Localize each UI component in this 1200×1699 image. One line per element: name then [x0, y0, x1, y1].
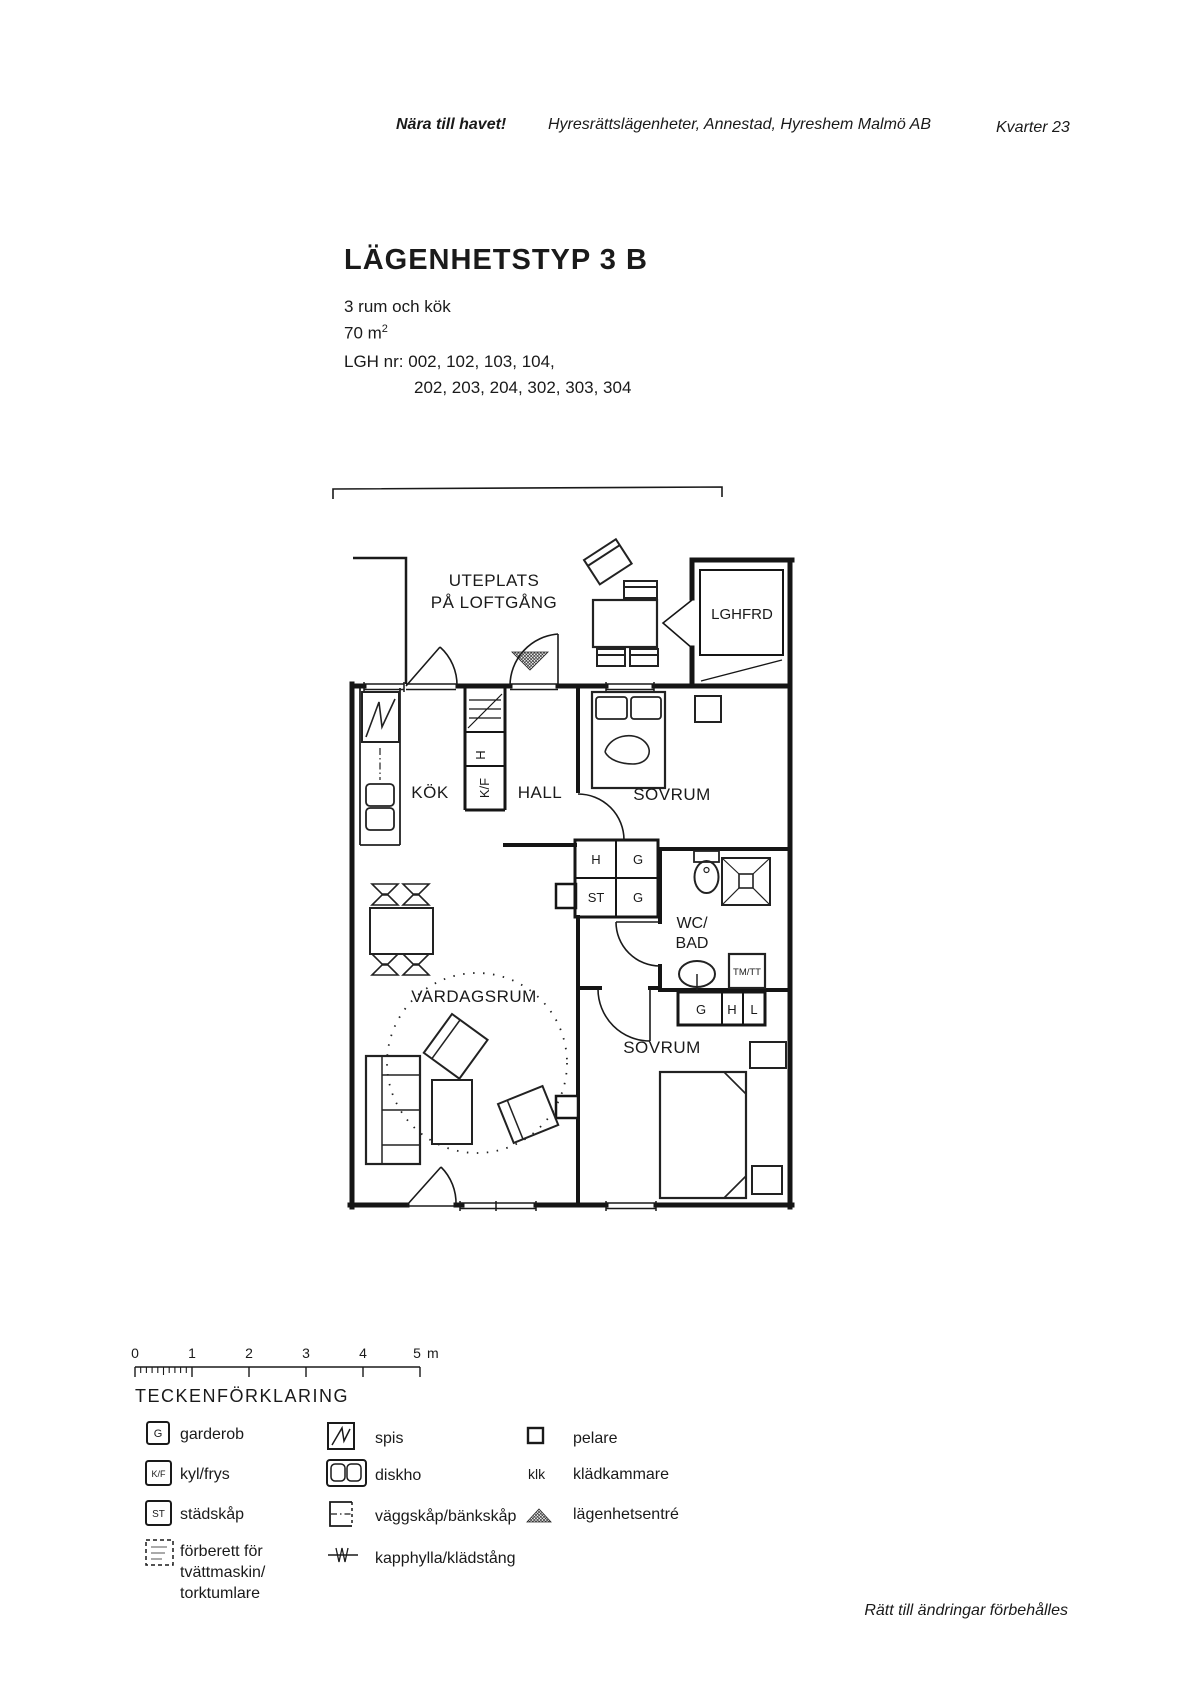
nightstand-bottom-2 — [752, 1166, 782, 1194]
label-sovrum-top: SOVRUM — [633, 785, 711, 804]
scale-0: 0 — [131, 1345, 139, 1361]
label-vardagsrum: VARDAGSRUM — [411, 987, 537, 1006]
stadskap-symbol-letter: ST — [152, 1509, 165, 1520]
legend-diskho: diskho — [375, 1467, 422, 1484]
footer-note: Rätt till ändringar förbehålles — [864, 1602, 1068, 1619]
legend-forberett-1: förberett för — [180, 1543, 263, 1560]
header-title: Hyresrättslägenheter, Annestad, Hyreshem Malmö AB — [548, 116, 931, 133]
label-hall: HALL — [517, 783, 563, 802]
dining-table — [370, 908, 433, 954]
label-wc-1: WC/ — [676, 915, 708, 932]
lghfrd-room — [663, 570, 783, 681]
legend-forberett — [180, 1541, 265, 1604]
wall-notches — [556, 884, 578, 1118]
legend-kylfrys: kyl/frys — [180, 1466, 230, 1483]
scale-5: 5 — [413, 1345, 421, 1361]
nightstand-bottom-1 — [750, 1042, 786, 1068]
uteplats-furniture — [584, 539, 658, 666]
wardrobe-g2-label: G — [632, 890, 644, 905]
nightstand-top — [695, 696, 721, 722]
lagenhetsentre-symbol — [527, 1509, 551, 1522]
label-uteplats-2: PÅ LOFTGÅNG — [430, 593, 558, 612]
scale-2: 2 — [245, 1345, 253, 1361]
livingroom-furniture — [366, 884, 567, 1164]
legend-forberett-2: tvättmaskin/ — [180, 1564, 266, 1581]
klk-symbol: klk — [528, 1466, 546, 1482]
apartment-type-title: LÄGENHETSTYP 3 B — [344, 244, 648, 276]
loftgang-edge-line — [333, 487, 722, 499]
uteplats-wall — [353, 558, 406, 684]
legend-lagenhetsentre: lägenhetsentré — [573, 1506, 679, 1523]
apartment-rooms: 3 rum och kök — [344, 297, 451, 316]
legend-pelare: pelare — [573, 1430, 618, 1447]
area-sup: 2 — [381, 323, 388, 335]
lgh-numbers-1: 002, 102, 103, 104, — [408, 352, 555, 371]
wardrobe-st-label: ST — [587, 890, 605, 905]
closet-h-label: H — [473, 750, 488, 760]
legend-vaggskap: väggskåp/bänkskåp — [375, 1508, 517, 1525]
legend-heading: TECKENFÖRKLARING — [135, 1386, 350, 1406]
kapphylla-symbol — [328, 1548, 358, 1562]
ghl-h-label: H — [727, 1002, 737, 1017]
tvattmaskin-symbol — [146, 1540, 173, 1565]
armchair-1 — [424, 1014, 488, 1079]
bedroom-top-furniture — [592, 692, 721, 788]
wardrobe-block — [575, 840, 658, 917]
vaggskap-symbol — [330, 1502, 352, 1526]
label-wc-2: BAD — [675, 935, 709, 952]
entrance-hatch-icon — [512, 652, 548, 670]
dining-chairs — [372, 884, 429, 975]
pelare-symbol — [528, 1428, 543, 1443]
garderob-symbol-letter: G — [153, 1428, 163, 1440]
bed-bottom — [660, 1072, 746, 1198]
scale-3: 3 — [302, 1345, 310, 1361]
legend-kapphylla: kapphylla/klädstång — [375, 1550, 516, 1567]
scale-4: 4 — [359, 1345, 367, 1361]
ghl-g-label: G — [695, 1002, 707, 1017]
label-kok: KÖK — [411, 783, 449, 802]
wardrobe-g1-label: G — [632, 852, 644, 867]
label-lghfrd: LGHFRD — [711, 606, 773, 623]
closet-kf-label: K/F — [477, 777, 492, 799]
wardrobe-h-label: H — [591, 852, 601, 867]
bedroom-bottom-furniture — [660, 1042, 786, 1198]
scale-ruler — [135, 1367, 420, 1377]
header-tagline: Nära till havet! — [396, 116, 507, 133]
lgh-numbers-2: 202, 203, 204, 302, 303, 304 — [414, 378, 632, 397]
bed-top — [592, 692, 665, 788]
label-uteplats-1: UTEPLATS — [448, 571, 540, 590]
sink-icon — [366, 784, 394, 806]
legend-stadskap: städskåp — [180, 1506, 245, 1523]
armchair-2 — [498, 1086, 558, 1143]
kylfrys-symbol-letter: K/F — [151, 1469, 166, 1479]
header-block: Kvarter 23 — [996, 119, 1070, 136]
lgh-prefix: LGH nr: — [344, 352, 404, 371]
scale-unit: m — [427, 1345, 439, 1361]
legend-garderob: garderob — [180, 1426, 245, 1443]
interior-walls — [505, 686, 790, 1205]
label-sovrum-bottom: SOVRUM — [623, 1038, 701, 1057]
kitchen-fixtures — [360, 688, 400, 845]
spis-symbol — [328, 1423, 354, 1449]
legend-kladkammare: klädkammare — [573, 1466, 670, 1483]
scale-1: 1 — [188, 1345, 196, 1361]
legend-forberett-3: torktumlare — [180, 1585, 261, 1602]
ghl-l-label: L — [750, 1002, 758, 1017]
coffee-table — [432, 1080, 472, 1144]
legend-spis: spis — [375, 1430, 404, 1447]
area-value: 70 m — [344, 323, 382, 343]
tmtt-label: TM/TT — [733, 967, 761, 978]
